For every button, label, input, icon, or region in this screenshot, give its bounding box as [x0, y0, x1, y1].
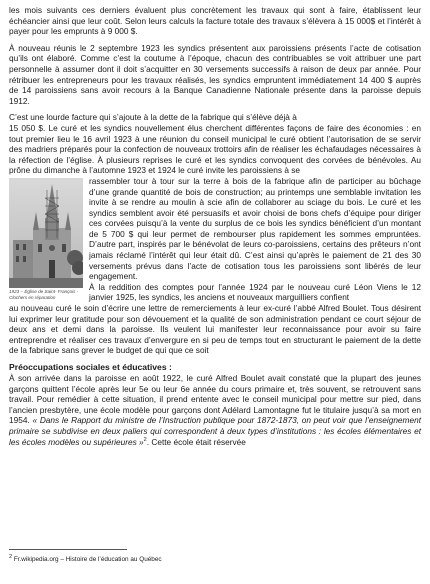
paragraph-remerciements: au nouveau curé le soin d’écrire une lettre de remerciements à leur ex-curé l’abbé Alfred Boulet. Tous désirent lui exprimer leur gratitude pour son dévouement et la qualité de son administration pendant ce court séjour de deux ans et demi dans la paroisse. Ils veulent lui manifester leur reconnaissance pour avoir su faire entreprendre et réaliser ces travaux d’envergure en si peu de temps tout en structurant le paiement de la dette de la fabrique sans grever le budget de qui que ce soit — [9, 303, 421, 356]
paragraph-education — [9, 373, 421, 447]
footnote — [9, 553, 162, 564]
paragraph-economies: 15 050 $. Le curé et les syndics nouvellement élus cherchent différentes façons de faire des économies : en tout premier lieu le 16 avril 1923 à une réunion du conseil municipal le curé obtient l’autorisation de se servir des madriers préparés pour la confection de nouveaux trottoirs afin de réaliser les échafaudages nécessaires à la réfection de l’église. À plusieurs reprises le curé et les syndics convoquent des corvées de bénévoles. Au prône du dimanche à l’automne 1923 et 1924 le curé invite les paroissiens à se — [9, 122, 421, 176]
footnote-number: 2 — [9, 553, 13, 560]
paragraph-facture-line: C’est une lourde facture qui s’ajoute à la dette de la fabrique qui s’élève déjà à — [9, 112, 297, 123]
section-heading: Préoccupations sociales et éducatives : — [9, 362, 172, 372]
footnote-text: Fr.wikipedia.org – Histoire de l’éducation au Québec — [12, 556, 162, 563]
education-text-end: . Cette école était réservée — [146, 436, 246, 447]
photo-caption — [9, 289, 83, 300]
paragraph-corvees: rassembler tour à tour sur la terre à bois de la fabrique afin de participer au bûchage d’une grande quantité de bois de construction; au printemps une semblable invitation les invite à se rendre au moulin à scie afin de collaborer au sciage du bois. Le curé et les syndics semblent avoir été persuasifs et avoir choisi de bons chefs d’équipe pour diriger ces corvées puisqu’à la vente du surplus de ce bois les syndics bénéficient d’un montant de 5 700 $ qui leur permet de rembourser plus rapidement les sommes empruntées. D’autre part, inspirés par le bénévolat de leurs co-paroissiens, certains des prêteurs n’ont jamais réclamé l’intérêt qui leur était dû. C’est ainsi qu’après le paiement de 21 des 30 versements prévus dans l’acte de cotisation tous les paroissiens sont libérés de leur engagement. — [89, 175, 421, 282]
photo-caption-line-1: 1923 – Église de Saint- François - — [9, 288, 79, 294]
paragraph-cotisation: À nouveau réunis le 2 septembre 1923 les syndics présentent aux paroissiens présents l’acte de cotisation qu’ils ont élaboré. Comme c’est la coutume à l’époque, chacun des contribuables se voit attribuer une part personnelle à assumer dont il doit s’acquitter en 30 versements successifs à raison de deux par année. Pour rétribuer les entrepreneurs pour les travaux réalisés, les syndics empruntent immédiatement 14 400 $ auprès de 14 paroissiens sans avoir recours à la Banque Canadienne Nationale présente dans la paroisse depuis 1912. — [9, 42, 421, 106]
photo-caption-line-2: Clochers en réparation — [9, 294, 56, 300]
education-text: À son arrivée dans la paroisse en août 1922, le curé Alfred Boulet avait constaté que la plupart des jeunes garçons quittent l’école après leur 5e ou leur 6e année du cours primaire et, très souvent, se retrouvent sans travail. Pour remédier à cette situation, il prend entente avec le conseil municipal pour mettre sur pied, dans l’ancien presbytère, une école modèle pour garçons dont Adélard Lamontagne fut le titulaire jusqu’à sa mort en 1954. — [9, 373, 421, 426]
footnote-reference: 2 — [143, 436, 147, 443]
paragraph-reddition: À la reddition des comptes pour l’année 1924 par le nouveau curé Léon Viens le 12 janvier 1925, les syndics, les anciens et nouveaux marguilliers confient — [89, 281, 421, 303]
footnote-divider — [9, 549, 127, 550]
paragraph-intro: les mois suivants ces derniers évaluent plus concrètement les travaux qui sont à faire, établissent leur échéancier ainsi que leur coût. Selon leurs calculs la facture totale des travaux s’élèvera à 15 000$ et l’intérêt à payer pour les emprunts à 9 000 $. — [9, 5, 421, 37]
church-photo-figure — [9, 178, 83, 300]
education-quote: « Dans le Rapport du ministre de l’Instruction publique pour 1872-1873, on peut voir que l’enseignement primaire se subdivise en deux paliers qui correspondent à deux types d’institutions : les écoles élémentaires et les écoles modèles ou supérieures » — [9, 415, 421, 447]
church-photo-icon — [9, 178, 83, 288]
